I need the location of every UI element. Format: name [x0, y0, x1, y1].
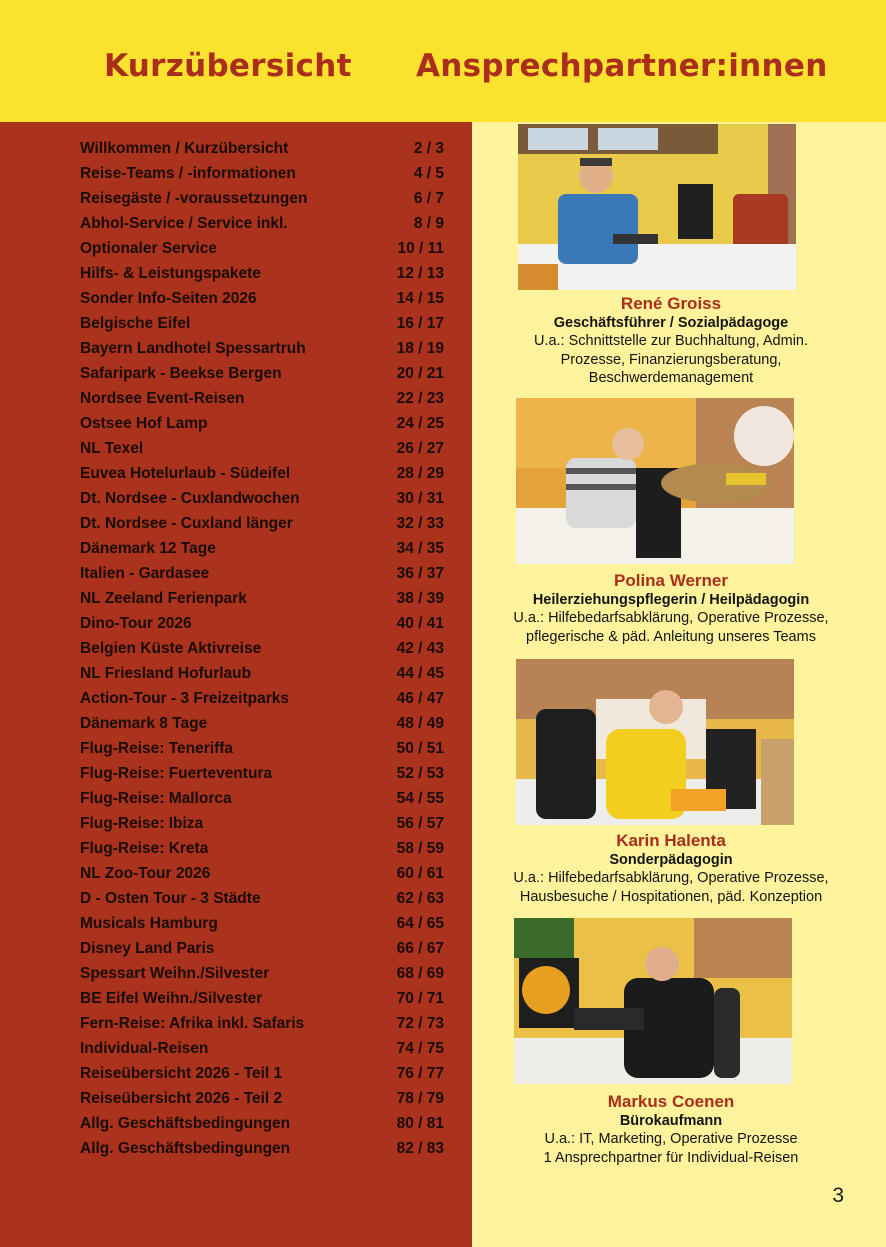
toc-row	[80, 288, 450, 313]
toc-title: D - Osten Tour - 3 Städte	[80, 890, 261, 907]
header-bar	[0, 0, 886, 122]
toc-pages: 70 / 71	[396, 990, 444, 1007]
toc-row	[80, 763, 450, 788]
toc-row	[80, 713, 450, 738]
toc-row	[80, 588, 450, 613]
toc-row	[80, 1113, 450, 1138]
toc-title: Flug-Reise: Mallorca	[80, 790, 232, 807]
overview-title: Kurzübersicht	[104, 48, 352, 84]
toc-title: Dt. Nordsee - Cuxlandwochen	[80, 490, 300, 507]
toc-row	[80, 513, 450, 538]
toc-title: Spessart Weihn./Silvester	[80, 965, 270, 982]
toc-pages: 12 / 13	[396, 265, 444, 282]
contact-name: René Groiss	[620, 294, 722, 313]
photo-rene-groiss	[518, 124, 796, 290]
toc-row	[80, 913, 450, 938]
toc-row	[80, 563, 450, 588]
toc-pages: 60 / 61	[396, 865, 444, 882]
contact-desc-line: U.a.: Hilfebedarfsabklärung, Operative Prozesse,	[513, 610, 829, 626]
toc-pages: 32 / 33	[396, 515, 444, 532]
toc-row	[80, 738, 450, 763]
toc-pages: 2 / 3	[413, 140, 444, 157]
toc-title: Ostsee Hof Lamp	[80, 415, 208, 432]
contact-desc-line: U.a.: IT, Marketing, Operative Prozesse	[544, 1131, 798, 1147]
toc-row	[80, 188, 450, 213]
toc-title: Hilfs- & Leistungspakete	[80, 265, 261, 282]
toc-pages: 38 / 39	[396, 590, 444, 607]
toc-row	[80, 688, 450, 713]
toc-row	[80, 813, 450, 838]
contact-desc-line: 1 Ansprechpartner für Individual-Reisen	[543, 1149, 799, 1166]
toc-pages: 36 / 37	[396, 565, 444, 582]
toc-row	[80, 463, 450, 488]
toc-row	[80, 388, 450, 413]
toc-pages: 62 / 63	[396, 890, 444, 907]
toc-title: NL Texel	[80, 440, 144, 457]
toc-pages: 16 / 17	[396, 315, 444, 332]
toc-pages: 44 / 45	[396, 665, 444, 682]
contact-role: Geschäftsführer / Sozialpädagoge	[553, 315, 789, 331]
toc-pages: 28 / 29	[396, 465, 444, 482]
toc-pages: 56 / 57	[396, 815, 444, 832]
toc-row	[80, 613, 450, 638]
toc-row	[80, 988, 450, 1013]
toc-title: Dänemark 8 Tage	[80, 715, 208, 732]
toc-pages: 82 / 83	[396, 1140, 444, 1157]
contact-desc-line: pflegerische & päd. Anleitung unseres Teams	[526, 628, 816, 645]
toc-pages: 42 / 43	[396, 640, 444, 657]
toc-row	[80, 238, 450, 263]
contacts-title: Ansprechpartner:innen	[416, 48, 828, 84]
toc-title: NL Zoo-Tour 2026	[80, 865, 211, 882]
toc-row	[80, 1138, 450, 1163]
toc-title: Allg. Geschäftsbedingungen	[80, 1115, 291, 1132]
toc-pages: 68 / 69	[396, 965, 444, 982]
toc-row	[80, 938, 450, 963]
toc-pages: 50 / 51	[396, 740, 444, 757]
toc-pages: 46 / 47	[396, 690, 444, 707]
contact-desc-line: U.a.: Schnittstelle zur Buchhaltung, Admin.	[533, 333, 809, 349]
table-of-contents	[80, 138, 450, 1163]
toc-title: Willkommen / Kurzübersicht	[80, 140, 289, 157]
toc-pages: 14 / 15	[396, 290, 444, 307]
toc-title: Individual-Reisen	[80, 1040, 209, 1057]
photo-polina-werner	[516, 398, 794, 564]
contact-name: Karin Halenta	[616, 831, 726, 850]
toc-pages: 58 / 59	[396, 840, 444, 857]
toc-title: Action-Tour - 3 Freizeitparks	[80, 690, 289, 707]
toc-title: Dt. Nordsee - Cuxland länger	[80, 515, 293, 532]
contact-desc-line: U.a.: Hilfebedarfsabklärung, Operative Prozesse,	[513, 870, 829, 886]
contact-desc-line: Prozesse, Finanzierungsberatung,	[560, 351, 782, 368]
toc-row	[80, 338, 450, 363]
toc-pages: 34 / 35	[396, 540, 444, 557]
toc-row	[80, 438, 450, 463]
toc-row	[80, 838, 450, 863]
toc-title: NL Zeeland Ferienpark	[80, 590, 247, 607]
toc-row	[80, 638, 450, 663]
toc-pages: 24 / 25	[396, 415, 444, 432]
toc-title: NL Friesland Hofurlaub	[80, 665, 252, 682]
toc-title: Italien - Gardasee	[80, 565, 210, 582]
toc-pages: 18 / 19	[396, 340, 444, 357]
toc-row	[80, 138, 450, 163]
toc-pages: 4 / 5	[413, 165, 444, 182]
contact-name: Polina Werner	[614, 571, 728, 590]
toc-title: Nordsee Event-Reisen	[80, 390, 245, 407]
toc-pages: 30 / 31	[396, 490, 444, 507]
toc-row	[80, 363, 450, 388]
contact-desc-line: Hausbesuche / Hospitationen, päd. Konzeption	[519, 888, 823, 905]
toc-title: Belgische Eifel	[80, 315, 191, 332]
toc-title: Optionaler Service	[80, 240, 217, 257]
contact-role: Bürokaufmann	[619, 1113, 723, 1129]
toc-pages: 26 / 27	[396, 440, 444, 457]
toc-pages: 48 / 49	[396, 715, 444, 732]
toc-title: Fern-Reise: Afrika inkl. Safaris	[80, 1015, 305, 1032]
toc-row	[80, 1063, 450, 1088]
contact-card	[472, 294, 870, 388]
toc-title: Reiseübersicht 2026 - Teil 1	[80, 1065, 283, 1082]
toc-title: Euvea Hotelurlaub - Südeifel	[80, 465, 291, 482]
contact-role: Heilerziehungspflegerin / Heilpädagogin	[532, 592, 810, 608]
toc-pages: 72 / 73	[396, 1015, 444, 1032]
toc-title: Abhol-Service / Service inkl.	[80, 215, 288, 232]
photo-karin-halenta	[516, 659, 794, 825]
toc-title: Sonder Info-Seiten 2026	[80, 290, 257, 307]
toc-title: Bayern Landhotel Spessartruh	[80, 340, 306, 357]
toc-row	[80, 538, 450, 563]
page-number: 3	[832, 1184, 844, 1207]
toc-pages: 10 / 11	[397, 240, 444, 257]
toc-pages: 80 / 81	[396, 1115, 444, 1132]
toc-pages: 64 / 65	[396, 915, 444, 932]
toc-title: Reisegäste / -voraussetzungen	[80, 190, 308, 207]
toc-pages: 20 / 21	[396, 365, 444, 382]
contact-role: Sonderpädagogin	[609, 852, 733, 868]
toc-pages: 8 / 9	[413, 215, 444, 232]
toc-row	[80, 663, 450, 688]
toc-row	[80, 488, 450, 513]
contact-card	[472, 831, 870, 906]
toc-pages: 74 / 75	[396, 1040, 444, 1057]
photo-markus-coenen	[514, 918, 792, 1084]
toc-title: Reise-Teams / -informationen	[80, 165, 296, 182]
toc-row	[80, 163, 450, 188]
toc-title: Dino-Tour 2026	[80, 615, 192, 632]
toc-pages: 66 / 67	[396, 940, 444, 957]
toc-row	[80, 1038, 450, 1063]
contact-desc-line: Beschwerdemanagement	[588, 370, 754, 386]
toc-title: Flug-Reise: Ibiza	[80, 815, 204, 832]
toc-title: Flug-Reise: Kreta	[80, 840, 209, 857]
toc-row	[80, 963, 450, 988]
toc-title: Safaripark - Beekse Bergen	[80, 365, 282, 382]
toc-title: Reiseübersicht 2026 - Teil 2	[80, 1090, 283, 1107]
toc-row	[80, 263, 450, 288]
toc-title: Musicals Hamburg	[80, 915, 218, 932]
toc-title: Dänemark 12 Tage	[80, 540, 216, 557]
toc-row	[80, 888, 450, 913]
toc-title: Flug-Reise: Fuerteventura	[80, 765, 273, 782]
toc-title: BE Eifel Weihn./Silvester	[80, 990, 263, 1007]
toc-title: Belgien Küste Aktivreise	[80, 640, 262, 657]
toc-pages: 52 / 53	[396, 765, 444, 782]
toc-row	[80, 788, 450, 813]
toc-pages: 76 / 77	[396, 1065, 444, 1082]
toc-pages: 54 / 55	[396, 790, 444, 807]
contact-card	[472, 571, 870, 646]
toc-row	[80, 313, 450, 338]
toc-title: Disney Land Paris	[80, 940, 215, 957]
toc-pages: 22 / 23	[396, 390, 444, 407]
toc-title: Flug-Reise: Teneriffa	[80, 740, 234, 757]
toc-pages: 78 / 79	[396, 1090, 444, 1107]
toc-pages: 6 / 7	[413, 190, 444, 207]
toc-row	[80, 1013, 450, 1038]
toc-row	[80, 413, 450, 438]
toc-title: Allg. Geschäftsbedingungen	[80, 1140, 291, 1157]
toc-row	[80, 213, 450, 238]
toc-row	[80, 1088, 450, 1113]
toc-pages: 40 / 41	[396, 615, 444, 632]
contact-card	[472, 1092, 870, 1167]
contact-name: Markus Coenen	[607, 1092, 735, 1111]
toc-row	[80, 863, 450, 888]
